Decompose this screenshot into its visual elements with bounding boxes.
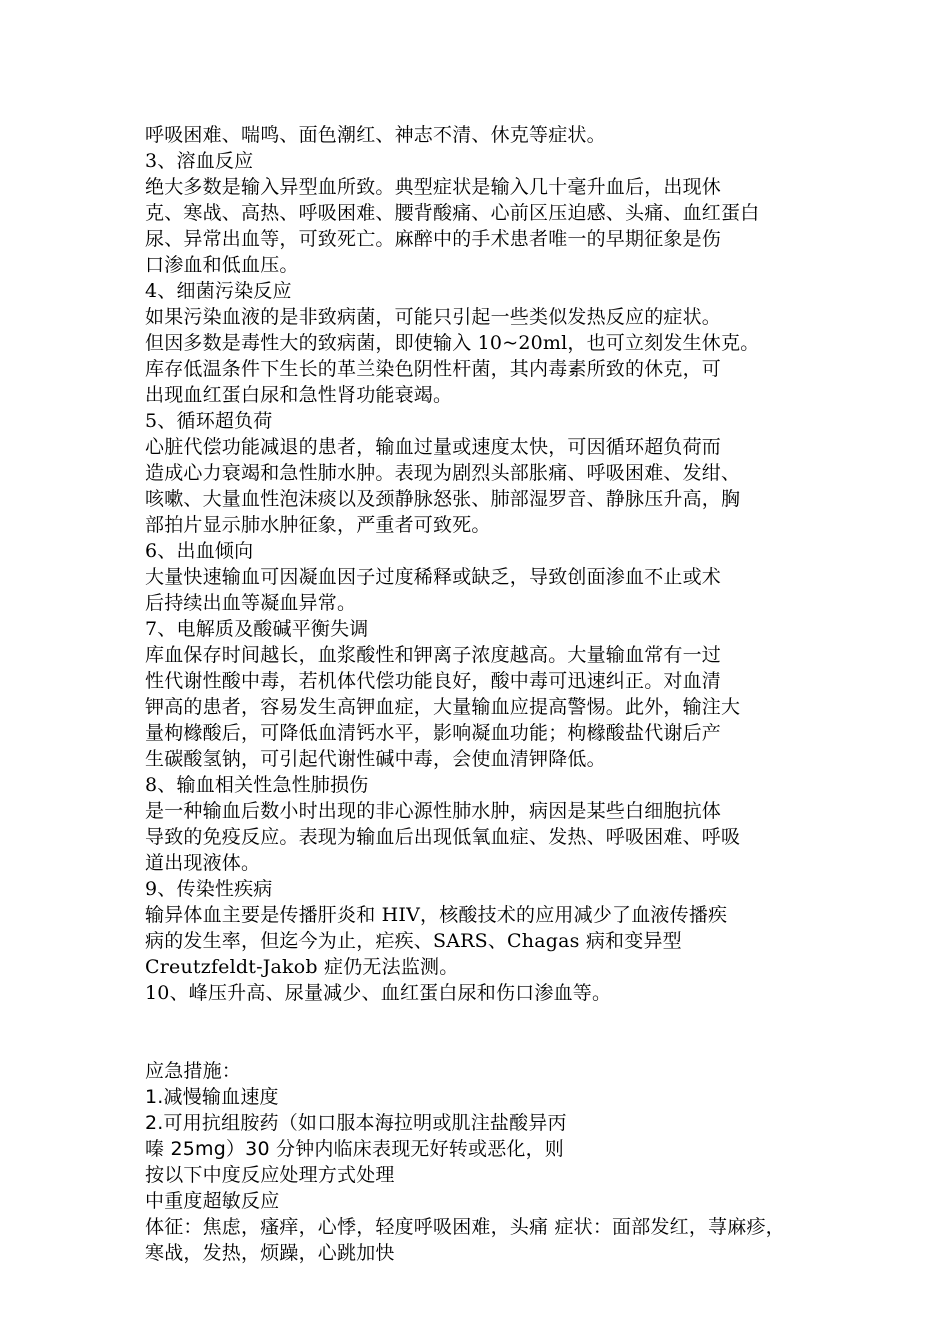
section-text-line: 库存低温条件下生长的革兰染色阴性杆菌，其内毒素所致的休克，可 <box>145 358 722 380</box>
section-heading: 7、电解质及酸碱平衡失调 <box>145 618 369 640</box>
emergency-line: 1.减慢输血速度 <box>145 1086 279 1108</box>
section-text-line: 量枸橼酸后，可降低血清钙水平，影响凝血功能；枸橼酸盐代谢后产 <box>145 722 722 744</box>
section-heading: 3、溶血反应 <box>145 150 254 172</box>
emergency-line: 寒战，发热，烦躁，心跳加快 <box>145 1242 395 1264</box>
section-text-line: 克、寒战、高热、呼吸困难、腰背酸痛、心前区压迫感、头痛、血红蛋白 <box>145 202 760 224</box>
section-text-line: 咳嗽、大量血性泡沫痰以及颈静脉怒张、肺部湿罗音、静脉压升高，胸 <box>145 488 741 510</box>
section-text-line: 但因多数是毒性大的致病菌，即使输入 10~20ml，也可立刻发生休克。 <box>145 332 760 354</box>
emergency-measures <box>145 1058 815 1266</box>
emergency-title: 应急措施： <box>145 1060 242 1082</box>
section-text-line: 输异体血主要是传播肝炎和 HIV，核酸技术的应用减少了血液传播疾 <box>145 904 728 926</box>
section-heading: 4、细菌污染反应 <box>145 280 292 302</box>
section-text-line: 如果污染血液的是非致病菌，可能只引起一些类似发热反应的症状。 <box>145 306 722 328</box>
section-text-line: 出现血红蛋白尿和急性肾功能衰竭。 <box>145 384 453 406</box>
emergency-line: 中重度超敏反应 <box>145 1190 280 1212</box>
section-heading: 9、传染性疾病 <box>145 878 273 900</box>
section-text-line: 大量快速输血可因凝血因子过度稀释或缺乏，导致创面渗血不止或术 <box>145 566 722 588</box>
section-text-line: 钾高的患者，容易发生高钾血症，大量输血应提高警惕。此外，输注大 <box>145 696 741 718</box>
section-gap <box>145 1006 815 1058</box>
section-heading: 6、出血倾向 <box>145 540 254 562</box>
section-text-line: 病的发生率，但迄今为止，疟疾、SARS、Chagas 病和变异型 <box>145 930 682 952</box>
section-text-line: 口渗血和低血压。 <box>145 254 299 276</box>
document-body <box>145 122 815 1266</box>
section-text-line: 生碳酸氢钠，可引起代谢性碱中毒，会使血清钾降低。 <box>145 748 606 770</box>
section-text-line: 心脏代偿功能减退的患者，输血过量或速度太快，可因循环超负荷而 <box>145 436 722 458</box>
lead-line: 呼吸困难、喘鸣、面色潮红、神志不清、休克等症状。 <box>145 124 606 146</box>
emergency-line: 嗪 25mg）30 分钟内临床表现无好转或恶化，则 <box>145 1138 565 1160</box>
section-heading: 10、峰压升高、尿量减少、血红蛋白尿和伤口渗血等。 <box>145 982 612 1004</box>
reaction-sections <box>145 148 815 1006</box>
section-text-line: Creutzfeldt-Jakob 症仍无法监测。 <box>145 956 459 978</box>
section-text-line: 性代谢性酸中毒，若机体代偿功能良好，酸中毒可迅速纠正。对血清 <box>145 670 722 692</box>
section-text-line: 库血保存时间越长，血浆酸性和钾离子浓度越高。大量输血常有一过 <box>145 644 722 666</box>
section-text-line: 后持续出血等凝血异常。 <box>145 592 357 614</box>
section-text-line: 绝大多数是输入异型血所致。典型症状是输入几十毫升血后，出现休 <box>145 176 722 198</box>
emergency-line: 体征：焦虑，瘙痒，心悸，轻度呼吸困难，头痛 症状：面部发红，荨麻疹， <box>145 1216 785 1238</box>
section-text-line: 造成心力衰竭和急性肺水肿。表现为剧烈头部胀痛、呼吸困难、发绀、 <box>145 462 741 484</box>
section-text-line: 部拍片显示肺水肿征象，严重者可致死。 <box>145 514 491 536</box>
section-text-line: 是一种输血后数小时出现的非心源性肺水肿，病因是某些白细胞抗体 <box>145 800 722 822</box>
emergency-lines <box>145 1084 815 1266</box>
emergency-line: 按以下中度反应处理方式处理 <box>145 1164 395 1186</box>
section-text-line: 道出现液体。 <box>145 852 261 874</box>
section-text-line: 尿、异常出血等，可致死亡。麻醉中的手术患者唯一的早期征象是伤 <box>145 228 722 250</box>
section-heading: 5、循环超负荷 <box>145 410 273 432</box>
section-heading: 8、输血相关性急性肺损伤 <box>145 774 369 796</box>
emergency-line: 2.可用抗组胺药（如口服本海拉明或肌注盐酸异丙 <box>145 1112 567 1134</box>
section-text-line: 导致的免疫反应。表现为输血后出现低氧血症、发热、呼吸困难、呼吸 <box>145 826 741 848</box>
